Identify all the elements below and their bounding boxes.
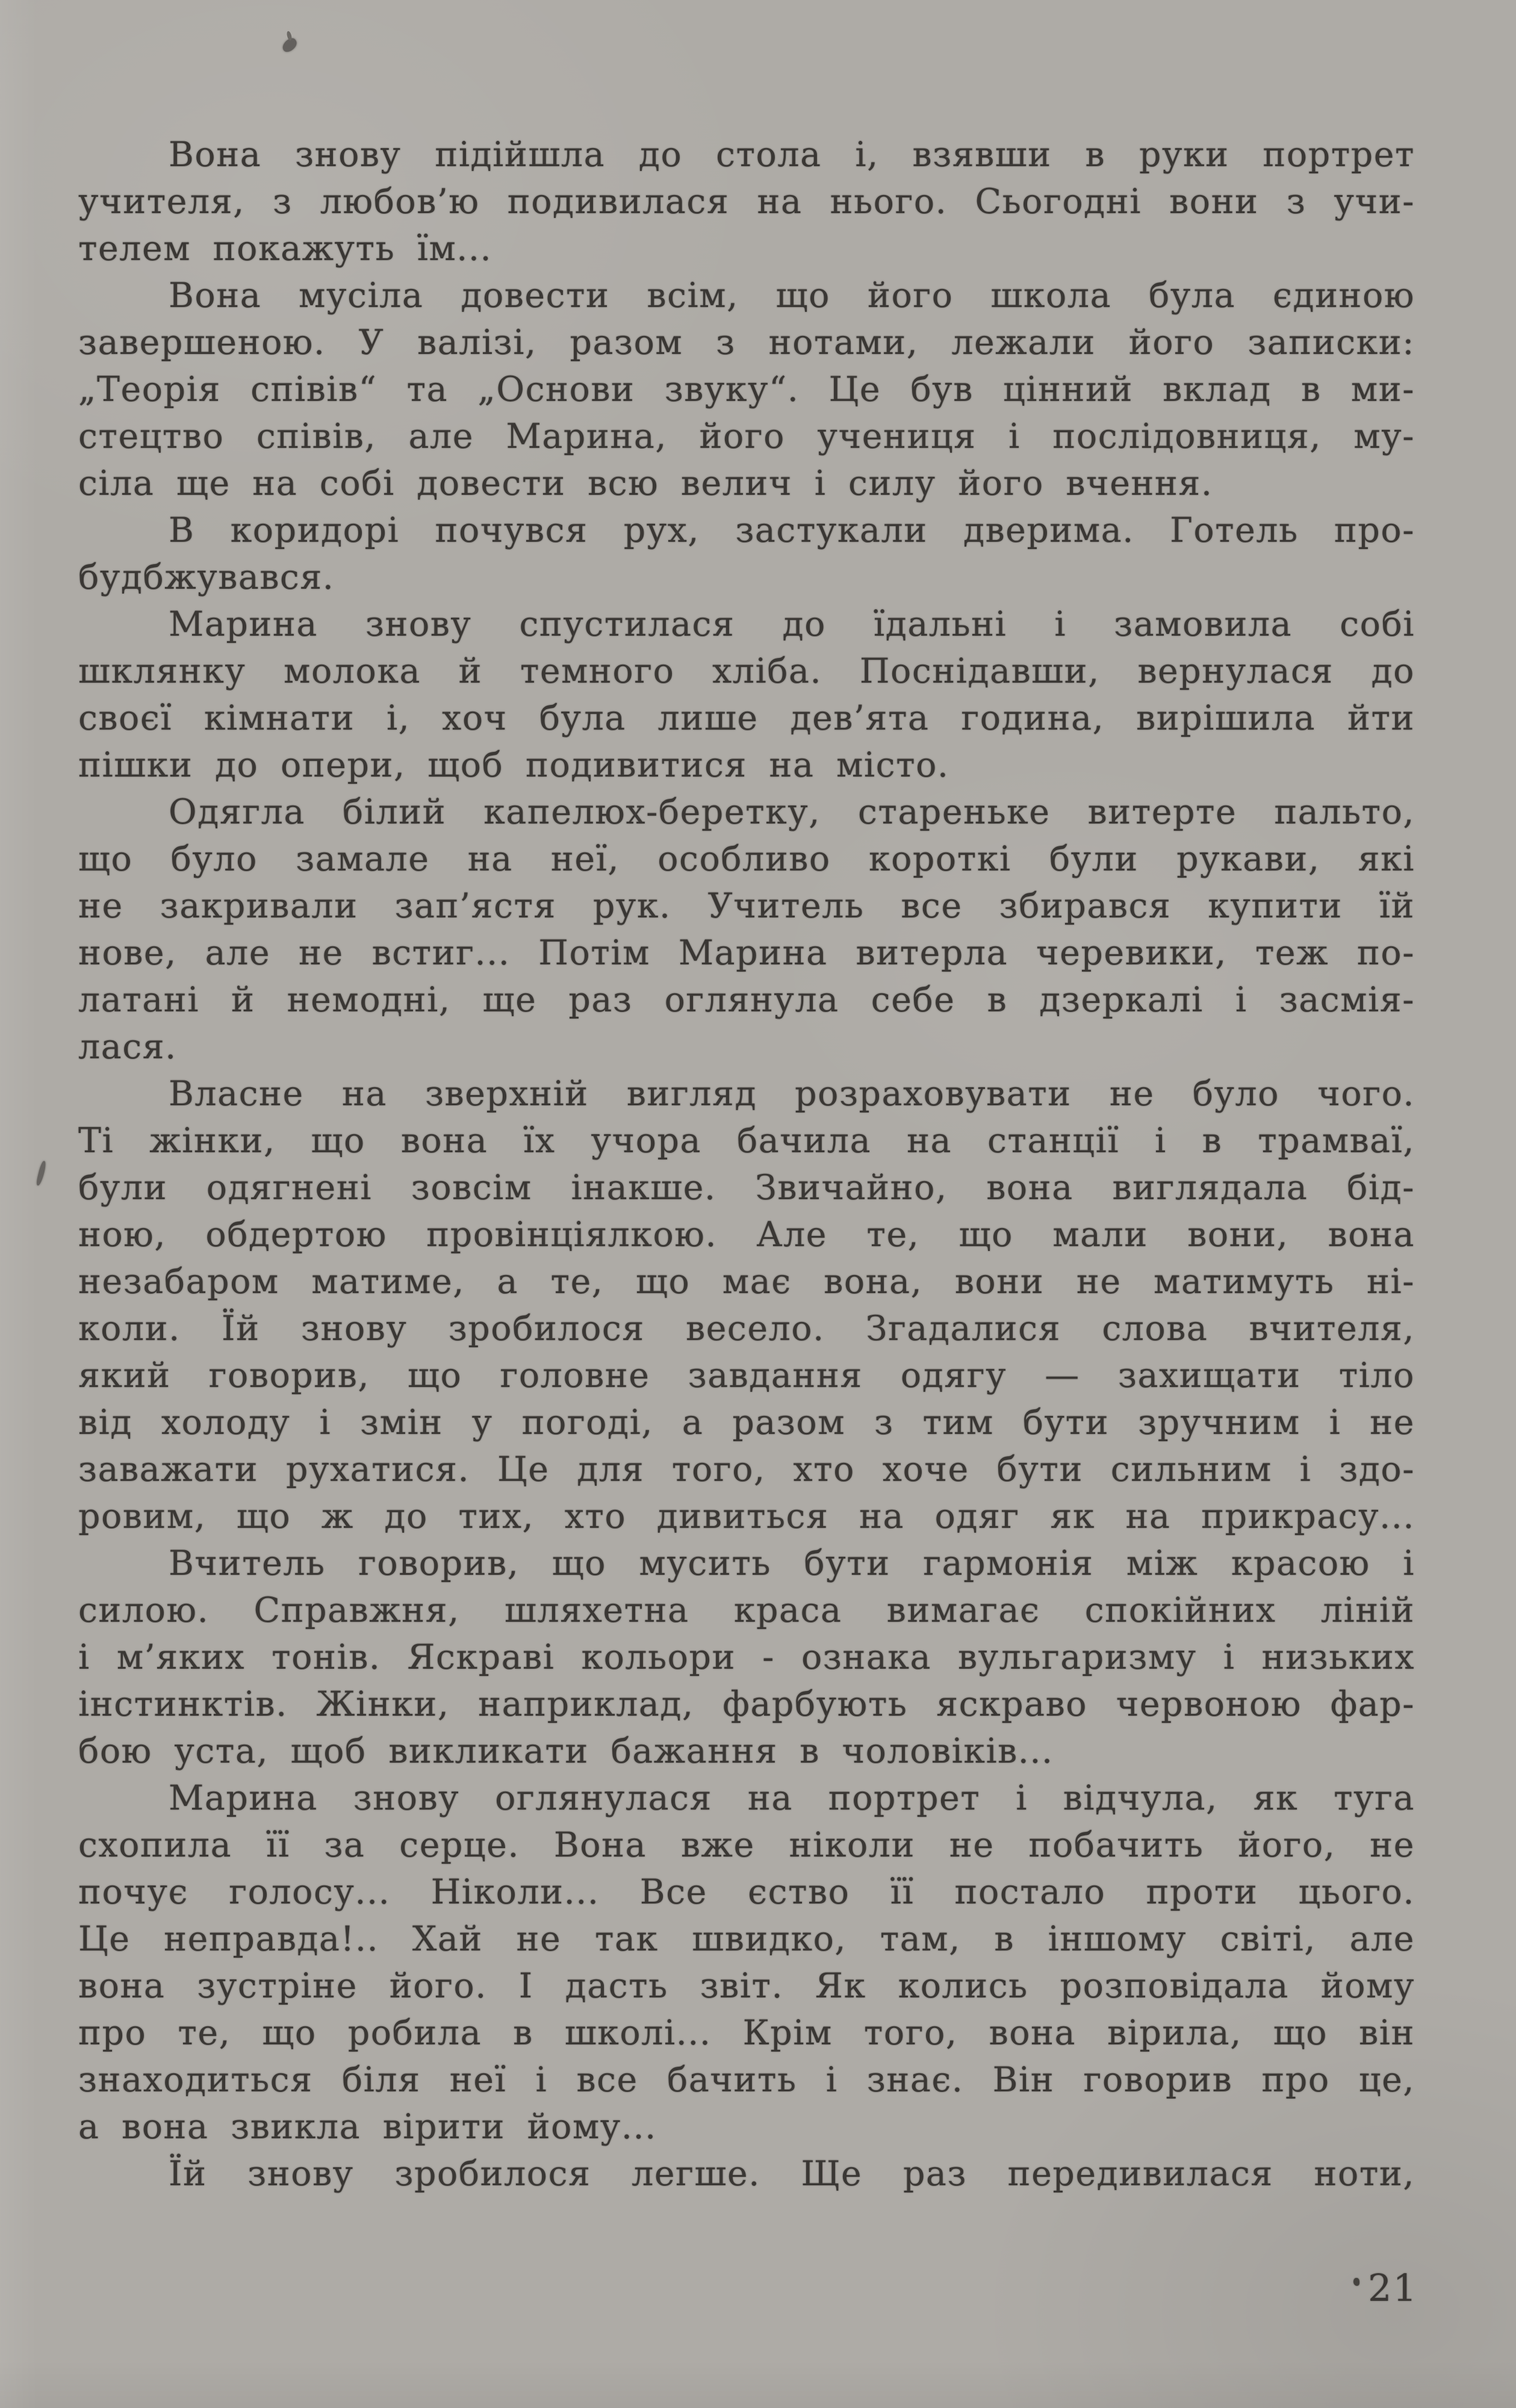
text-line: силою. Справжня, шляхетна краса вимагає спокійних ліній <box>78 1590 1415 1630</box>
page-number-text: 21 <box>1368 2266 1418 2310</box>
text-line: В коридорі почувся рух, застукали дверима. Готель про- <box>169 510 1415 550</box>
text-line: будбжувався. <box>78 557 335 597</box>
text-line: пішки до опери, щоб подивитися на місто. <box>78 745 949 785</box>
text-line: „Теорія співів“ та „Основи звуку“. Це був цінний вклад в ми- <box>78 370 1415 409</box>
text-line: коли. Їй знову зробилося весело. Згадалися слова вчителя, <box>78 1309 1415 1348</box>
text-line: Вчитель говорив, що мусить бути гармонія між красою і <box>169 1544 1415 1583</box>
text-line: від холоду і змін у погоді, а разом з тим бути зручним і не <box>78 1403 1415 1442</box>
text-line: завершеною. У валізі, разом з нотами, лежали його записки: <box>78 323 1415 362</box>
paragraph <box>78 1540 1415 1775</box>
text-line: і м’яких тонів. Яскраві кольори - ознака вульгаризму і низьких <box>78 1637 1415 1677</box>
text-line: шклянку молока й темного хліба. Поснідавши, вернулася до <box>78 651 1415 691</box>
text-line: Ті жінки, що вона їх учора бачила на станції і в трамваї, <box>78 1121 1415 1161</box>
text-line: латані й немодні, ще раз оглянула себе в дзеркалі і засмія- <box>78 980 1415 1020</box>
text-line: що було замале на неї, особливо короткі були рукави, які <box>78 839 1415 879</box>
text-line: Їй знову зробилося легше. Ще раз передивилася ноти, <box>169 2154 1415 2194</box>
text-line: учителя, з любов’ю подивилася на нього. Сьогодні вони з учи- <box>78 182 1415 222</box>
text-line: заважати рухатися. Це для того, хто хоче бути сильним і здо- <box>78 1450 1415 1489</box>
ink-dot <box>1353 2278 1359 2286</box>
text-line: Вона мусіла довести всім, що його школа була єдиною <box>169 276 1415 315</box>
paragraph <box>78 272 1415 507</box>
text-line: вона зустріне його. І дасть звіт. Як колись розповідала йому <box>78 1966 1415 2006</box>
text-line: Одягла білий капелюх-беретку, стареньке витерте пальто, <box>169 792 1415 832</box>
paragraph <box>78 789 1415 1070</box>
text-line: ною, обдертою провінціялкою. Але те, що мали вони, вона <box>78 1215 1415 1255</box>
text-line: Власне на зверхній вигляд розраховувати не було чого. <box>169 1074 1415 1114</box>
page-number <box>1353 2266 1418 2310</box>
text-line: Марина знову спустилася до їдальні і замовила собі <box>169 604 1415 644</box>
ink-mark-left-margin <box>36 1161 47 1187</box>
text-line: були одягнені зовсім інакше. Звичайно, вона виглядала бід- <box>78 1168 1415 1208</box>
text-line: бою уста, щоб викликати бажання в чоловіків... <box>78 1731 1054 1771</box>
text-line: Марина знову оглянулася на портрет і відчула, як туга <box>169 1778 1415 1818</box>
text-line: сіла ще на собі довести всю велич і силу його вчення. <box>78 464 1213 503</box>
text-line: знаходиться біля неї і все бачить і знає. Він говорив про це, <box>78 2060 1415 2100</box>
text-line: стецтво співів, але Марина, його учениця і послідовниця, му- <box>78 417 1415 456</box>
text-line: почує голосу... Ніколи... Все єство її постало проти цього. <box>78 1872 1415 1912</box>
paragraph <box>78 131 1415 272</box>
ink-speck-top <box>280 36 299 54</box>
text-line: Вона знову підійшла до стола і, взявши в руки портрет <box>169 135 1415 175</box>
text-line: незабаром матиме, а те, що має вона, вони не матимуть ні- <box>78 1262 1415 1302</box>
text-line: схопила її за серце. Вона вже ніколи не побачить його, не <box>78 1825 1415 1865</box>
paragraph <box>78 1775 1415 2150</box>
text-line: своєї кімнати і, хоч була лише дев’ята година, вирішила йти <box>78 698 1415 738</box>
text-line: лася. <box>78 1027 177 1067</box>
paragraph <box>78 507 1415 601</box>
text-line: Це неправда!.. Хай не так швидко, там, в іншому світі, але <box>78 1919 1415 1959</box>
paragraph <box>78 1070 1415 1540</box>
text-line: інстинктів. Жінки, наприклад, фарбують яскраво червоною фар- <box>78 1684 1415 1724</box>
text-line: який говорив, що головне завдання одягу — захищати тіло <box>78 1356 1415 1395</box>
paragraph <box>78 2150 1415 2197</box>
text-line: нове, але не встиг... Потім Марина витерла черевики, теж по- <box>78 933 1415 973</box>
text-line: телем покажуть їм... <box>78 229 492 268</box>
text-line: ровим, що ж до тих, хто дивиться на одяг як на прикрасу... <box>78 1497 1415 1536</box>
paragraph <box>78 601 1415 789</box>
text-block <box>78 131 1415 2197</box>
text-line: про те, що робила в школі... Крім того, вона вірила, що він <box>78 2013 1415 2053</box>
text-line: не закривали зап’ястя рук. Учитель все збирався купити їй <box>78 886 1415 926</box>
text-line: а вона звикла вірити йому... <box>78 2107 657 2147</box>
